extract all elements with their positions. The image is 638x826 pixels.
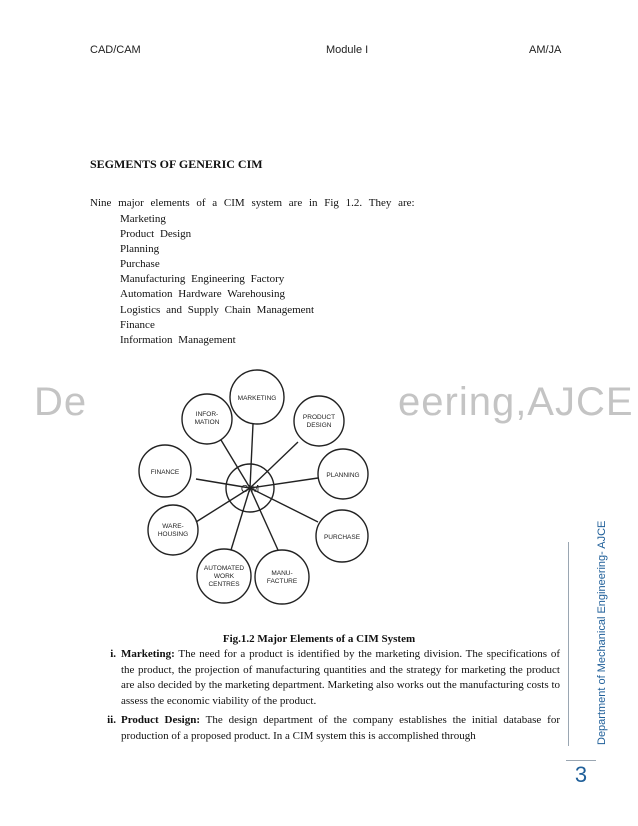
svg-text:CENTRES: CENTRES	[208, 581, 240, 588]
cim-label: CIM	[240, 484, 260, 495]
cim-center-node	[226, 464, 274, 512]
element-item: Planning	[120, 243, 160, 256]
svg-text:FINANCE: FINANCE	[150, 469, 180, 476]
side-rule	[568, 542, 569, 746]
list-item	[100, 713, 560, 744]
page-number-rule	[566, 760, 596, 761]
element-item: Logistics and Supply Chain Management	[120, 303, 315, 316]
svg-text:MATION: MATION	[194, 419, 220, 426]
item-number: i.	[110, 648, 116, 660]
figure-caption: Fig.1.2 Major Elements of a CIM System	[222, 633, 416, 645]
side-department-text: Department of Mechanical Engineering- AJCE	[596, 520, 608, 745]
node-planning	[318, 449, 368, 499]
element-item: Purchase	[120, 258, 160, 271]
cim-diagram	[120, 364, 380, 626]
svg-text:WARE-: WARE-	[162, 523, 184, 530]
svg-text:INFOR-: INFOR-	[195, 411, 219, 418]
element-item: Finance	[120, 318, 155, 331]
header-right: AM/JA	[529, 44, 562, 56]
node-warehousing	[148, 505, 198, 555]
page-number: 3	[574, 762, 588, 787]
item-number: ii.	[107, 714, 116, 726]
element-item: Information Management	[120, 333, 236, 346]
watermark-left: De	[34, 380, 88, 424]
element-descriptions	[100, 647, 560, 748]
intro-text: Nine major elements of a CIM system are in Fig 1.2. They are:	[90, 197, 415, 209]
svg-text:HOUSING: HOUSING	[157, 531, 189, 538]
svg-text:PURCHASE: PURCHASE	[323, 534, 361, 541]
svg-text:WORK: WORK	[213, 573, 235, 580]
svg-text:FACTURE: FACTURE	[266, 578, 298, 585]
svg-text:PLANNING: PLANNING	[326, 472, 360, 479]
item-text: The need for a product is identified by the marketing division. The specifications of the product, the projection of manufacturing quantities and the strategy for marketing the product are also decided by the marketing department. Marketing also works out the manufacturing costs to assess the economic viability of the product.	[121, 648, 560, 707]
element-item: Product Design	[120, 228, 192, 241]
node-marketing	[230, 370, 284, 424]
list-item	[100, 647, 560, 709]
node-manufacture	[255, 550, 309, 604]
item-text: The design department of the company establishes the initial database for production of a proposed product. In a CIM system this is accomplished through	[121, 714, 560, 742]
svg-text:AUTOMATED: AUTOMATED	[203, 565, 245, 572]
svg-text:MARKETING: MARKETING	[237, 395, 277, 402]
header-center: Module I	[326, 44, 369, 56]
node-purchase	[316, 510, 368, 562]
element-list	[120, 212, 314, 348]
node-finance	[139, 445, 191, 497]
item-term: Marketing:	[121, 648, 175, 660]
element-item: Marketing	[120, 213, 166, 225]
header-left: CAD/CAM	[90, 44, 141, 56]
item-term: Product Design:	[121, 714, 200, 726]
node-product-design	[294, 396, 344, 446]
node-information	[182, 394, 232, 444]
svg-text:DESIGN: DESIGN	[306, 422, 332, 429]
svg-text:PRODUCT: PRODUCT	[302, 414, 336, 421]
element-item: Automation Hardware Warehousing	[120, 288, 285, 301]
node-automated-work-centres	[197, 549, 251, 603]
svg-text:MANU-: MANU-	[271, 570, 293, 577]
section-heading: SEGMENTS OF GENERIC CIM	[90, 157, 263, 171]
element-item: Manufacturing Engineering Factory	[120, 273, 285, 286]
watermark-right: eering,AJCE	[398, 380, 634, 424]
